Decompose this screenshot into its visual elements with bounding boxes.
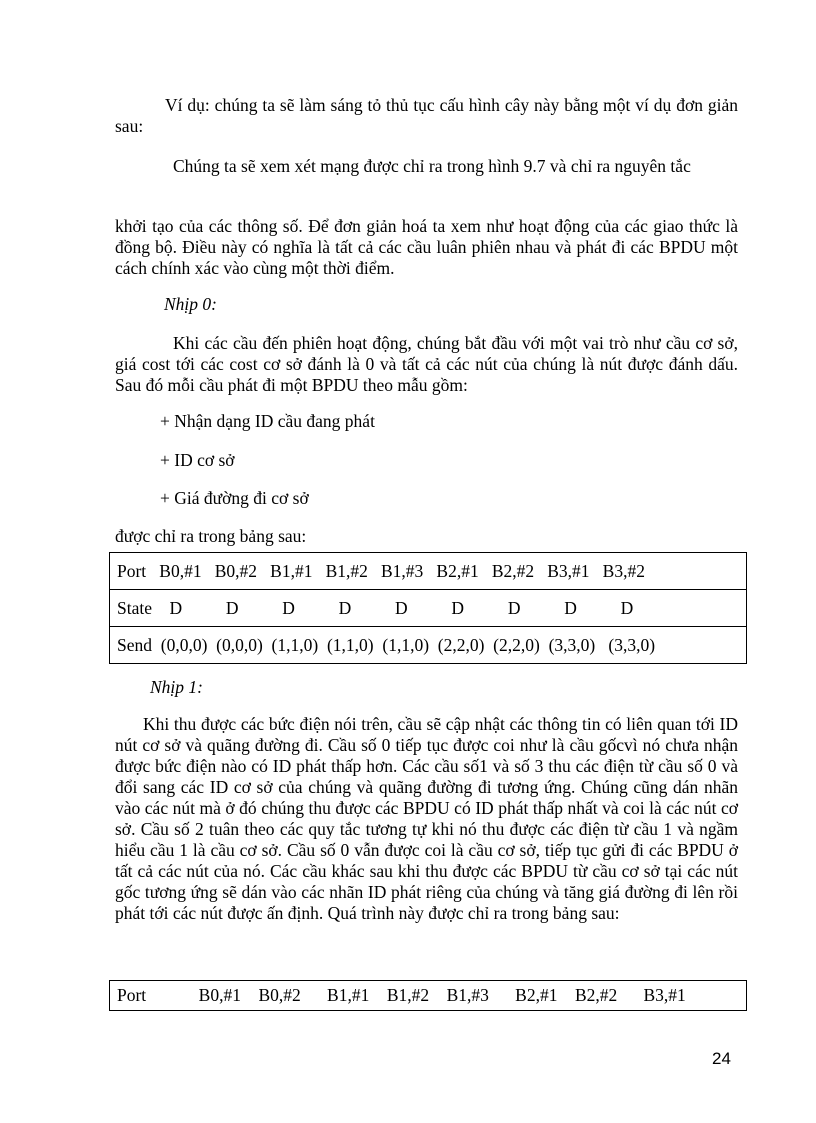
heading-step-0: Nhịp 0: — [164, 294, 217, 314]
bullet-item: + ID cơ sở — [160, 450, 235, 470]
table-cell: Port B0,#1 B0,#2 B1,#1 B1,#2 B1,#3 B2,#1 B2,#2 B3,#1 — [110, 981, 747, 1011]
paragraph-step-0: Khi các cầu đến phiên hoạt động, chúng bắt đầu với một vai trò như cầu cơ sở, giá cost tới các cost cơ sở đánh là 0 và tất cả các nút của chúng là nút được đánh dấu. Sau đó mỗi cầu phát đi một BPDU theo mẫu gồm: — [115, 333, 738, 395]
table-cell: Port B0,#1 B0,#2 B1,#1 B1,#2 B1,#3 B2,#1 B2,#2 B3,#1 B3,#2 — [110, 553, 747, 590]
page-number: 24 — [712, 1049, 731, 1068]
table-row-state — [110, 590, 747, 627]
paragraph-init: khởi tạo của các thông số. Để đơn giản hoá ta xem như hoạt động của các giao thức là đồng bộ. Điều này có nghĩa là tất cả các cầu luân phiên nhau và phát đi các BPDU một cách chính xác vào cùng một thời điểm. — [115, 216, 738, 278]
table-step-1 — [109, 980, 747, 1011]
paragraph-example: Ví dụ: chúng ta sẽ làm sáng tỏ thủ tục cấu hình cây này bằng một ví dụ đơn giản sau: — [115, 95, 738, 136]
paragraph-step-1: Khi thu được các bức điện nói trên, cầu sẽ cập nhật các thông tin có liên quan tới ID nút cơ sở và quãng đường đi. Cầu số 0 tiếp tục được coi như là cầu gốcvì nó chưa nhận được bức điện nào có ID phát thấp hơn. Các cầu số1 và số 3 thu các điện từ cầu số 0 và đổi sang các ID cơ sở của chúng và quãng đường đi tương ứng. Chúng cũng dán nhãn vào các nút mà ở đó chúng thu được các BPDU có ID phát thấp nhất và coi là các nút cơ sở. Cầu số 2 tuân theo các quy tắc tương tự khi nó thu được các điện từ cầu 1 và ngầm hiểu cầu 1 là cầu cơ sở. Cầu số 0 vẫn được coi là cầu cơ sở, tiếp tục gửi đi các BPDU ở tất cả các nút của nó. Các cầu khác sau khi thu được các BPDU từ cầu cơ sở tại các nút gốc tương ứng sẽ dán vào các nhãn ID phát riêng của chúng và tăng giá đường đi lên rồi phát tới các nút được ấn định. Quá trình này được chỉ ra trong bảng sau: — [115, 714, 738, 923]
table-intro: được chỉ ra trong bảng sau: — [115, 526, 307, 546]
heading-step-1: Nhịp 1: — [150, 677, 203, 697]
bullet-item: + Nhận dạng ID cầu đang phát — [160, 411, 375, 431]
table-row-port — [110, 981, 747, 1011]
bullet-item: + Giá đường đi cơ sở — [160, 488, 309, 508]
table-step-0 — [109, 552, 747, 664]
table-row-send — [110, 627, 747, 664]
table-cell: State D D D D D D D D D — [110, 590, 747, 627]
table-cell: Send (0,0,0) (0,0,0) (1,1,0) (1,1,0) (1,1,0) (2,2,0) (2,2,0) (3,3,0) (3,3,0) — [110, 627, 747, 664]
paragraph-consider: Chúng ta sẽ xem xét mạng được chỉ ra trong hình 9.7 và chỉ ra nguyên tắc — [173, 156, 691, 176]
table-row-port — [110, 553, 747, 590]
